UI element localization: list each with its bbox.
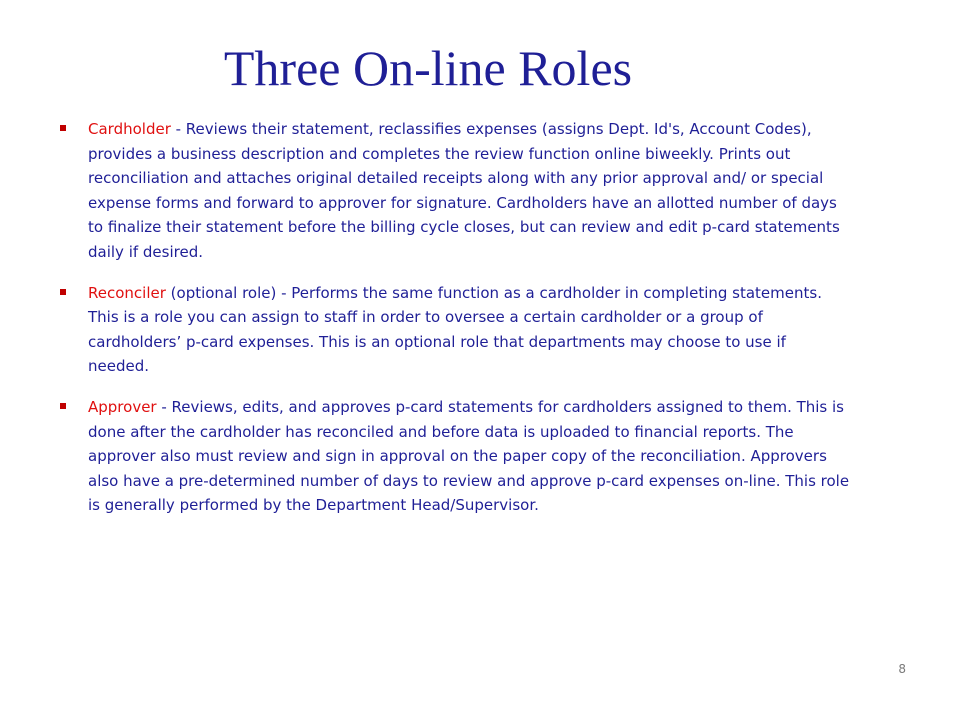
bullet-item-approver xyxy=(60,395,850,518)
square-bullet-icon xyxy=(60,125,66,131)
role-description-approver: - Reviews, edits, and approves p-card statements for cardholders assigned to them. This is done after the cardholder has reconciled and before data is uploaded to financial reports. The approver also must review and sign in approval on the paper copy of the reconciliation. Approvers also have a pre-determined number of days to review and approve p-card expenses on-line. This role is generally performed by the Department Head/Supervisor. xyxy=(88,397,850,515)
role-term-cardholder: Cardholder xyxy=(88,120,171,138)
role-term-reconciler: Reconciler xyxy=(88,283,166,302)
square-bullet-icon xyxy=(60,403,66,409)
role-term-approver: Approver xyxy=(88,397,157,416)
role-description-cardholder: - Reviews their statement, reclassifies expenses (assigns Dept. Id's, Account Codes), provides a business description and completes the review function online biweekly. Prints out reconciliation and attaches original detailed receipts along with any prior approval and/ or special expense forms and forward to approver for signature. Cardholders have an allotted number of days to finalize their statement before the billing cycle closes, but can review and edit p-card statements daily if desired. xyxy=(88,120,840,261)
bullet-item-reconciler xyxy=(60,281,850,379)
page-number: 8 xyxy=(898,662,906,676)
bullet-item-cardholder xyxy=(60,117,850,265)
role-description-reconciler: (optional role) - Performs the same function as a cardholder in completing statements. This is a role you can assign to staff in order to oversee a certain cardholder or a group of cardholders’ p-card expenses. This is an optional role that departments may choose to use if needed. xyxy=(88,283,822,376)
slide-title: Three On-line Roles xyxy=(223,40,633,96)
bullet-list xyxy=(60,117,850,534)
square-bullet-icon xyxy=(60,289,66,295)
